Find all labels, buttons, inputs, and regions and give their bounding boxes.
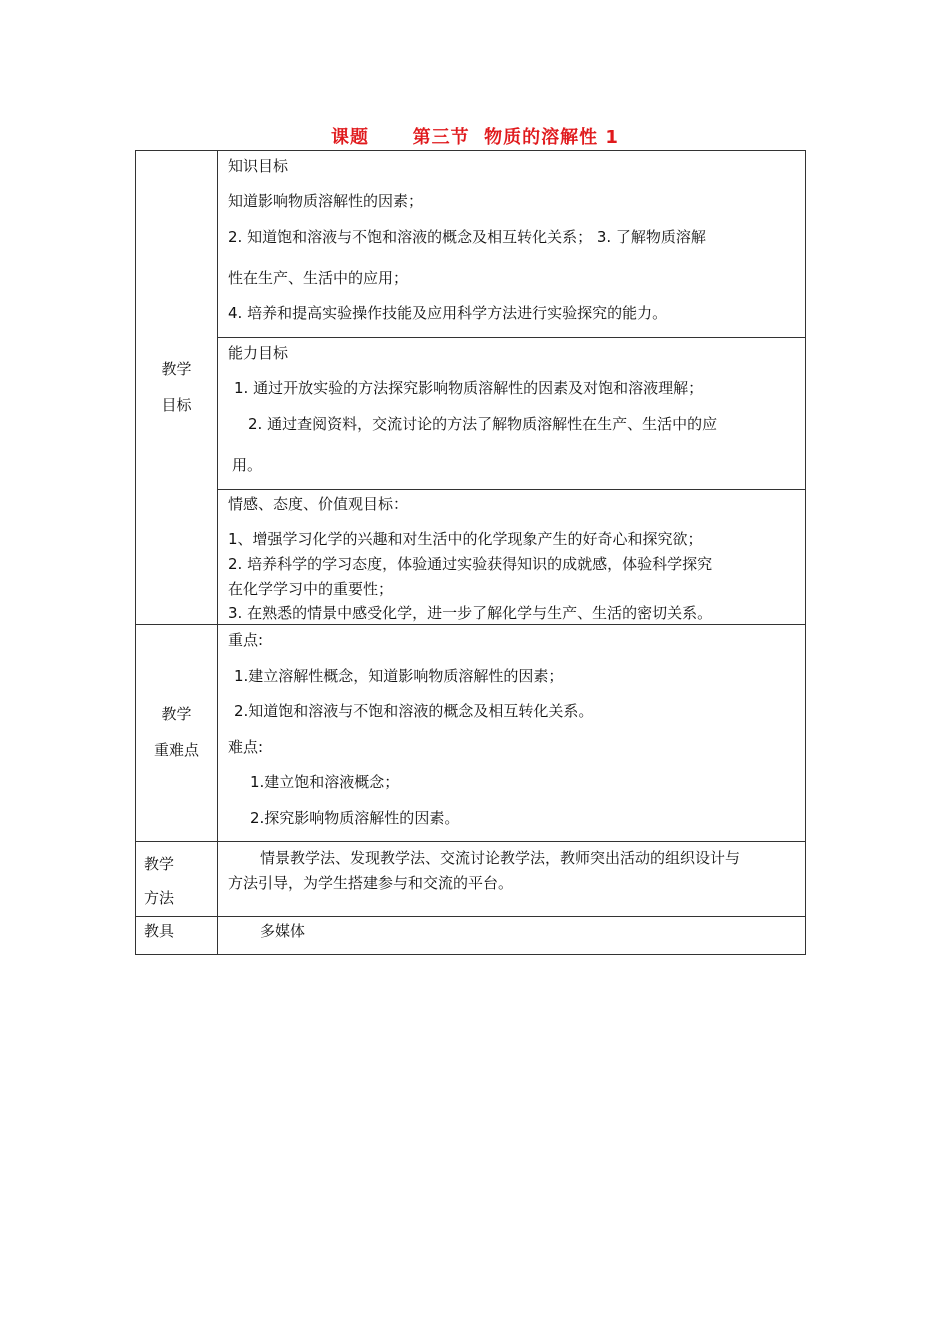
goals-label: 教学 目标 <box>161 360 192 414</box>
method-line: 情景教学法、发现教学法、交流讨论教学法，教师突出活动的组织设计与 <box>260 849 741 867</box>
divider-ability-emotion <box>217 489 805 490</box>
ability-line: 用。 <box>232 456 263 474</box>
ability-line: 1. 通过开放实验的方法探究影响物质溶解性的因素及对饱和溶液理解； <box>234 379 704 397</box>
emotion-line: 3. 在熟悉的情景中感受化学，进一步了解化学与生产、生活的密切关系。 <box>228 604 713 622</box>
column-divider <box>217 151 218 954</box>
divider-goals-keypoints <box>136 624 805 625</box>
knowledge-line: 性在生产、生活中的应用； <box>228 269 409 287</box>
divider-keypoints-method <box>136 841 805 842</box>
knowledge-line: 知道影响物质溶解性的因素； <box>228 192 424 210</box>
keypoints-label: 教学 重难点 <box>153 705 199 759</box>
difficult-heading: 难点: <box>228 738 264 756</box>
divider-knowledge-ability <box>217 337 805 338</box>
divider-method-tools <box>136 916 805 917</box>
ability-heading: 能力目标 <box>228 344 289 362</box>
knowledge-line: 2. 知道饱和溶液与不饱和溶液的概念及相互转化关系； 3. 了解物质溶解 <box>228 228 706 246</box>
knowledge-line: 4. 培养和提高实验操作技能及应用科学方法进行实验探究的能力。 <box>228 304 668 322</box>
method-label: 教学 方法 <box>144 855 175 907</box>
tools-label: 教具 <box>144 922 175 940</box>
tools-value: 多媒体 <box>260 922 306 940</box>
knowledge-heading: 知识目标 <box>228 157 289 175</box>
emotion-line: 2. 培养科学的学习态度，体验通过实验获得知识的成就感，体验科学探究 <box>228 555 713 573</box>
key-line: 2.知道饱和溶液与不饱和溶液的概念及相互转化关系。 <box>234 702 594 720</box>
difficult-line: 2.探究影响物质溶解性的因素。 <box>250 809 460 827</box>
emotion-line: 1、增强学习化学的兴趣和对生活中的化学现象产生的好奇心和探究欲； <box>228 530 703 548</box>
ability-line: 2. 通过查阅资料，交流讨论的方法了解物质溶解性在生产、生活中的应 <box>248 415 718 433</box>
key-line: 1.建立溶解性概念，知道影响物质溶解性的因素； <box>234 667 564 685</box>
lesson-plan-table <box>135 150 806 955</box>
key-heading: 重点: <box>228 631 264 649</box>
page-title: 课题 第三节 物质的溶解性 1 <box>331 127 619 148</box>
emotion-heading: 情感、态度、价值观目标： <box>228 495 409 513</box>
difficult-line: 1.建立饱和溶液概念； <box>250 773 400 791</box>
emotion-line: 在化学学习中的重要性； <box>228 580 394 598</box>
method-line: 方法引导，为学生搭建参与和交流的平台。 <box>228 874 514 892</box>
